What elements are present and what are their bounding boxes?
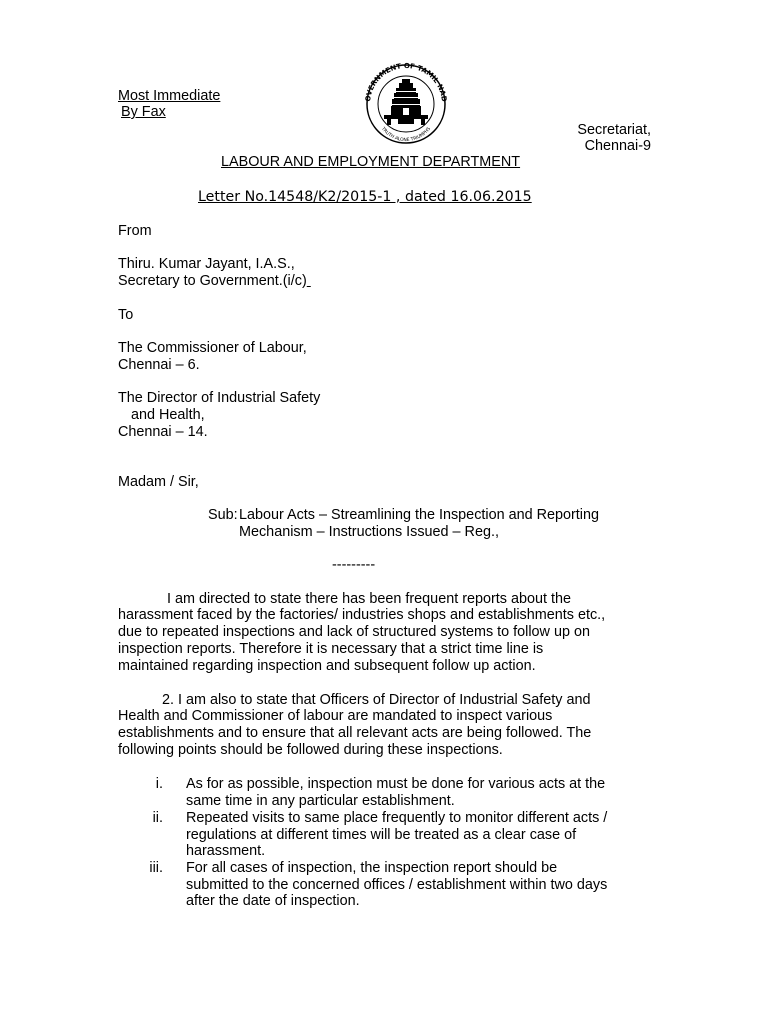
recipient-1-line-1: The Commissioner of Labour, bbox=[118, 340, 307, 356]
point-1-number: i. bbox=[155, 776, 163, 792]
subject-label: Sub: bbox=[208, 507, 238, 523]
recipient-2-line-2: and Health, bbox=[131, 407, 205, 423]
subject-line-2: Mechanism – Instructions Issued – Reg., bbox=[239, 524, 499, 540]
point-3-number: iii. bbox=[149, 860, 163, 876]
point-3-line-2: submitted to the concerned offices / establishment within two days bbox=[186, 877, 608, 893]
separator: --------- bbox=[332, 557, 376, 573]
point-2-line-2: regulations at different times will be treated as a clear case of bbox=[186, 827, 577, 843]
svg-text:TRUTH ALONE TRIUMPHS: TRUTH ALONE TRIUMPHS bbox=[379, 126, 433, 144]
point-1-line-1: As for as possible, inspection must be done for various acts at the bbox=[186, 776, 606, 792]
para2-line-3: establishments and to ensure that all relevant acts are being followed. The bbox=[118, 725, 592, 741]
svg-text:GOVERNMENT OF TAMIL NADU: OVERNMENT OF TAMIL NAD bbox=[364, 62, 448, 103]
salutation: Madam / Sir, bbox=[118, 474, 199, 490]
department-title: LABOUR AND EMPLOYMENT DEPARTMENT bbox=[221, 154, 521, 170]
para1-line-2: harassment faced by the factories/ industries shops and establishments etc., bbox=[118, 607, 606, 623]
letter-reference: Letter No.14548/K2/2015-1 , dated 16.06.2015 bbox=[198, 189, 532, 205]
para2-line-2: Health and Commissioner of labour are mandated to inspect various bbox=[118, 708, 553, 724]
subject-line-1: Labour Acts – Streamlining the Inspection and Reporting bbox=[239, 507, 599, 523]
sender-designation: Secretary to Government.(i/c) bbox=[118, 273, 307, 289]
office-line-2: Chennai-9 bbox=[584, 138, 651, 154]
para1-line-1: I am directed to state there has been frequent reports about the bbox=[167, 591, 571, 607]
recipient-2-line-1: The Director of Industrial Safety bbox=[118, 390, 321, 406]
office-line-1: Secretariat, bbox=[577, 122, 651, 138]
delivery-label: By Fax bbox=[121, 104, 166, 120]
to-label: To bbox=[118, 307, 134, 323]
recipient-1-line-2: Chennai – 6. bbox=[118, 357, 200, 373]
government-emblem bbox=[358, 62, 454, 144]
from-label: From bbox=[118, 223, 152, 239]
point-2-number: ii. bbox=[152, 810, 163, 826]
point-2-line-3: harassment. bbox=[186, 843, 266, 859]
para1-line-5: maintained regarding inspection and subsequent follow up action. bbox=[118, 658, 536, 674]
sender-name: Thiru. Kumar Jayant, I.A.S., bbox=[118, 256, 295, 272]
priority-label: Most Immediate bbox=[118, 88, 221, 104]
recipient-2-line-3: Chennai – 14. bbox=[118, 424, 208, 440]
point-2-line-1: Repeated visits to same place frequently to monitor different acts / bbox=[186, 810, 608, 826]
point-1-line-2: same time in any particular establishment. bbox=[186, 793, 455, 809]
para1-line-4: inspection reports. Therefore it is necessary that a strict time line is bbox=[118, 641, 544, 657]
para2-line-1: 2. I am also to state that Officers of Director of Industrial Safety and bbox=[162, 692, 591, 708]
point-3-line-1: For all cases of inspection, the inspection report should be bbox=[186, 860, 558, 876]
emblem-icon bbox=[358, 62, 454, 144]
para1-line-3: due to repeated inspections and lack of structured systems to follow up on bbox=[118, 624, 590, 640]
para2-line-4: following points should be followed during these inspections. bbox=[118, 742, 503, 758]
point-3-line-3: after the date of inspection. bbox=[186, 893, 360, 909]
